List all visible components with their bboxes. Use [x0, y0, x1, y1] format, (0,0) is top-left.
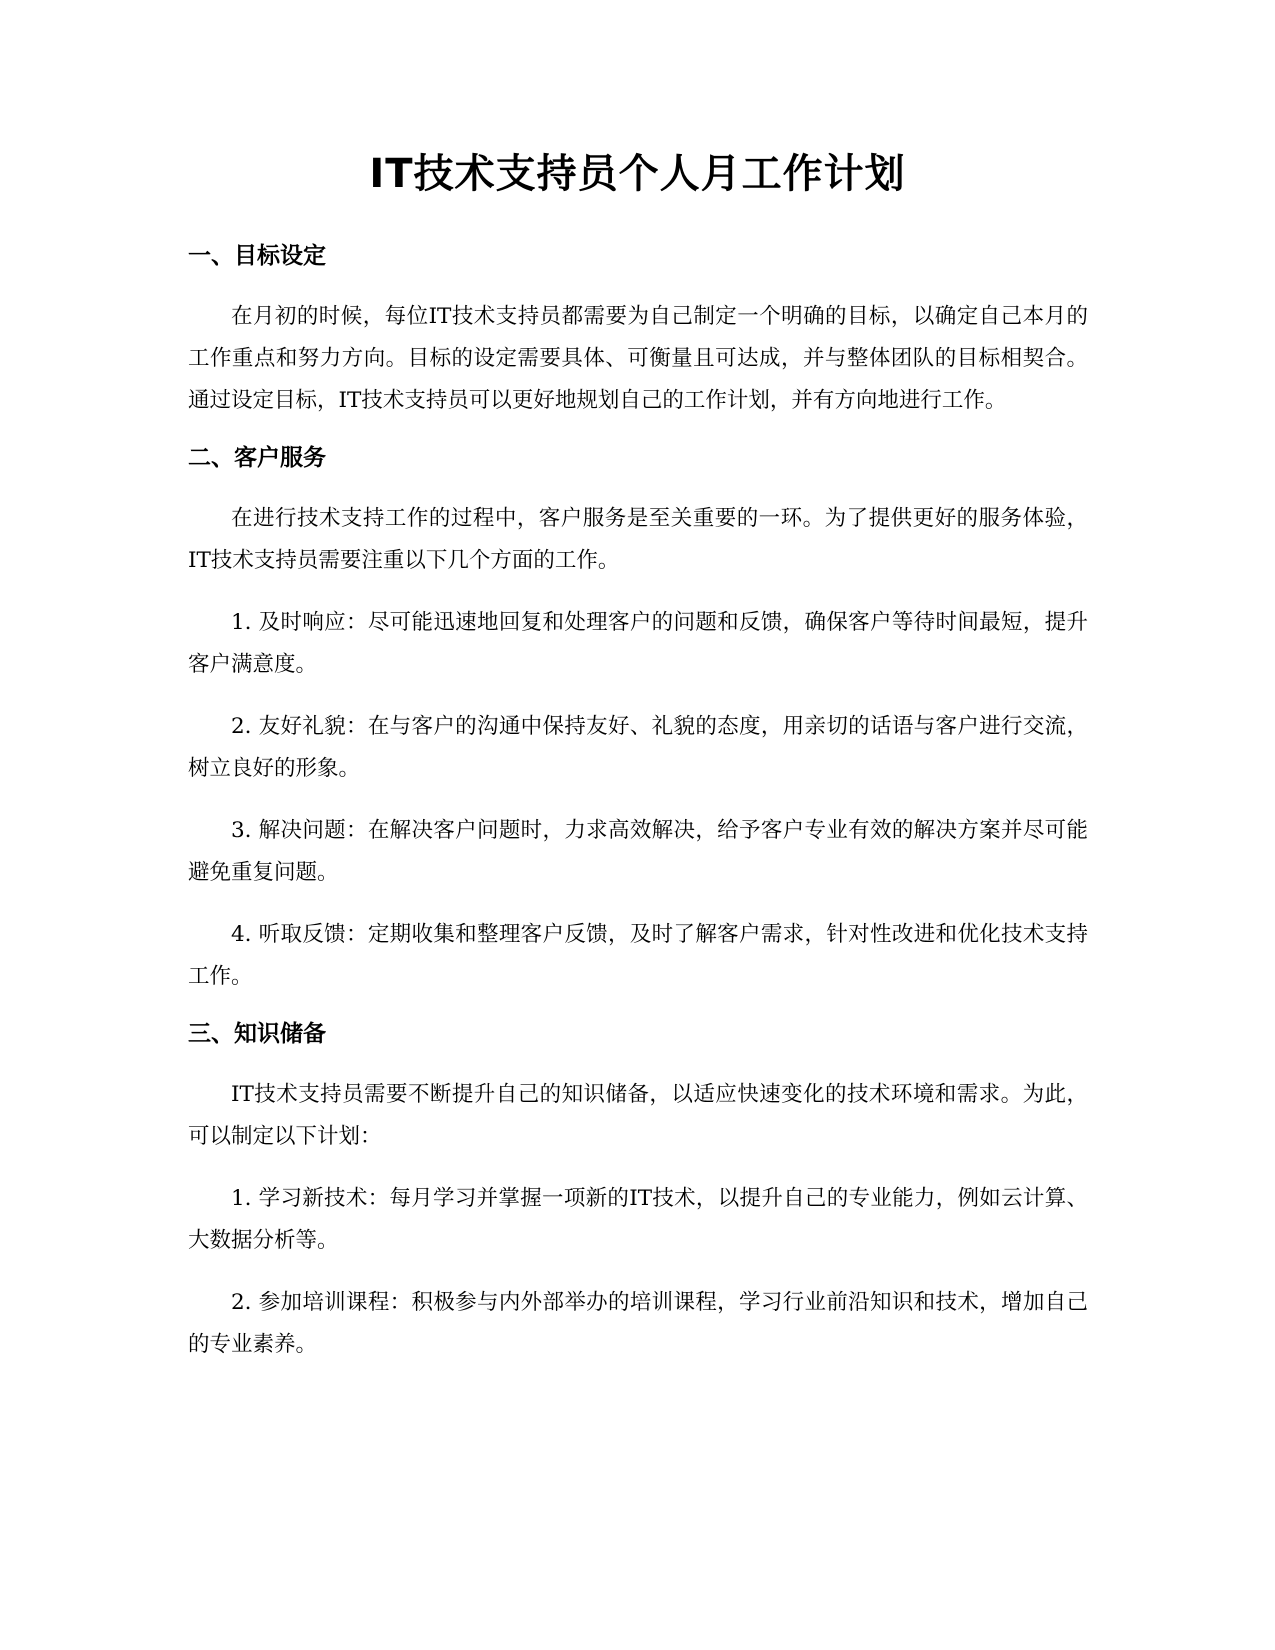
page-title: IT技术支持员个人月工作计划: [369, 151, 906, 197]
list-item: 4. 听取反馈：定期收集和整理客户反馈，及时了解客户需求，针对性改进和优化技术支持工作。: [188, 922, 1088, 989]
paragraph: IT技术支持员需要不断提升自己的知识储备，以适应快速变化的技术环境和需求。为此，可以制定以下计划：: [188, 1082, 1088, 1149]
section-heading: 一、目标设定: [188, 243, 326, 269]
section-customer-service: [188, 442, 1088, 998]
section-knowledge-reserve: [188, 1018, 1088, 1366]
paragraph: 在进行技术支持工作的过程中，客户服务是至关重要的一环。为了提供更好的服务体验，IT技术支持员需要注重以下几个方面的工作。: [188, 506, 1088, 573]
list-item: 2. 友好礼貌：在与客户的沟通中保持友好、礼貌的态度，用亲切的话语与客户进行交流，树立良好的形象。: [188, 714, 1088, 781]
list-item: 1. 学习新技术：每月学习并掌握一项新的IT技术，以提升自己的专业能力，例如云计算、大数据分析等。: [188, 1186, 1088, 1253]
list-item: 2. 参加培训课程：积极参与内外部举办的培训课程，学习行业前沿知识和技术，增加自己的专业素养。: [188, 1290, 1088, 1357]
paragraph: 在月初的时候，每位IT技术支持员都需要为自己制定一个明确的目标，以确定自己本月的工作重点和努力方向。目标的设定需要具体、可衡量且可达成，并与整体团队的目标相契合。通过设定目标，IT技术支持员可以更好地规划自己的工作计划，并有方向地进行工作。: [188, 304, 1088, 413]
section-heading: 三、知识储备: [188, 1021, 326, 1047]
section-heading: 二、客户服务: [188, 445, 326, 471]
list-item: 1. 及时响应：尽可能迅速地回复和处理客户的问题和反馈，确保客户等待时间最短，提升客户满意度。: [188, 610, 1088, 677]
document-body: [188, 240, 1088, 1382]
list-item: 3. 解决问题：在解决客户问题时，力求高效解决，给予客户专业有效的解决方案并尽可能避免重复问题。: [188, 818, 1088, 885]
section-goal-setting: [188, 240, 1088, 422]
